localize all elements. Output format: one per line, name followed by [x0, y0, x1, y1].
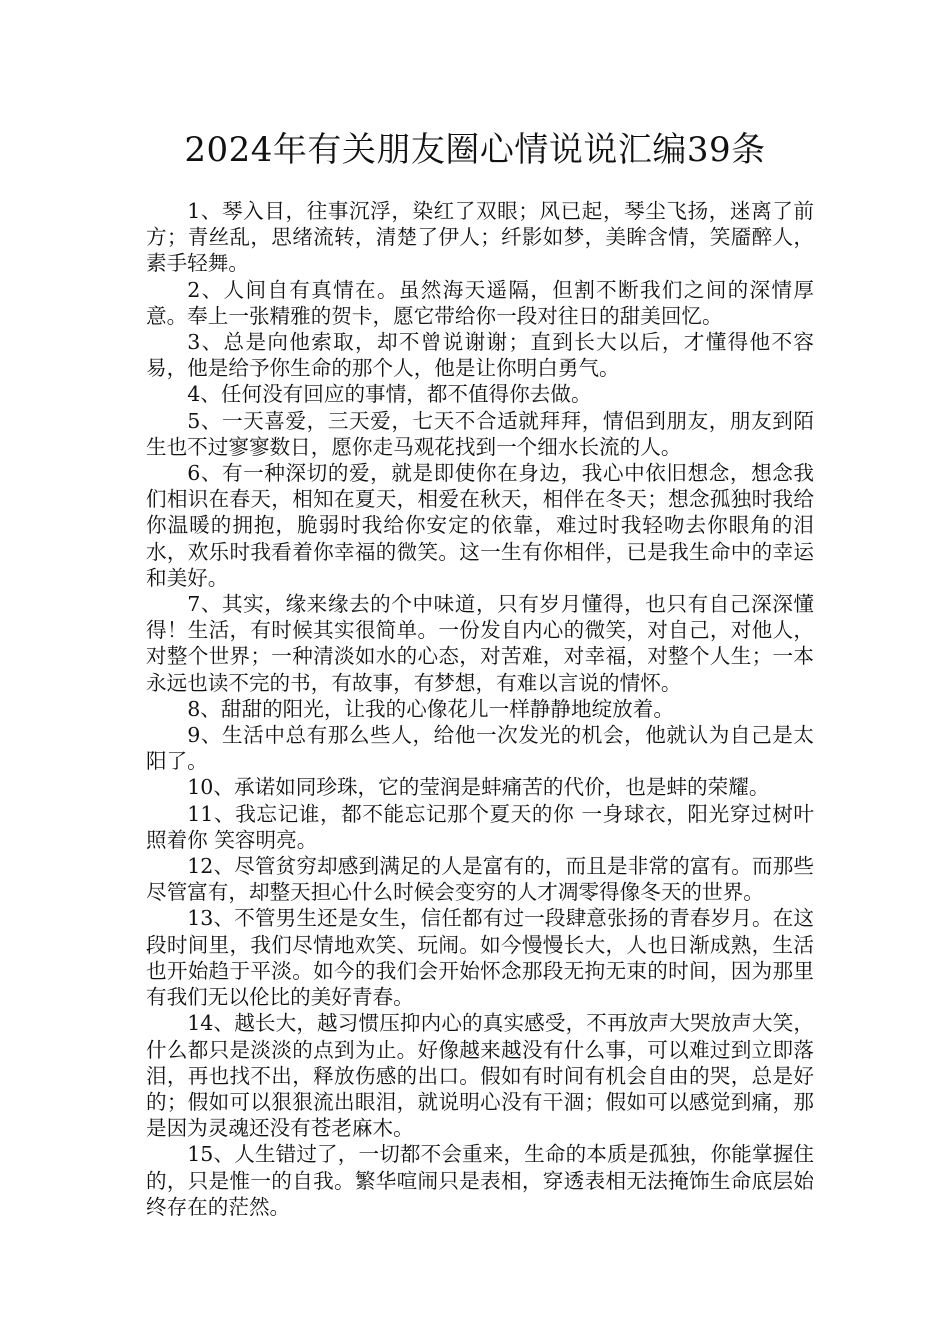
paragraph-2: 2、人间自有真情在。虽然海天遥隔，但割不断我们之间的深情厚意。奉上一张精雅的贺卡，愿它带给你一段对往日的甜美回忆。: [146, 277, 814, 328]
paragraph-12: 12、尽管贫穷却感到满足的人是富有的，而且是非常的富有。而那些尽管富有，却整天担心什么时候会变穷的人才凋零得像冬天的世界。: [146, 854, 814, 905]
paragraph-3: 3、总是向他索取，却不曾说谢谢；直到长大以后，才懂得他不容易，他是给予你生命的那个人，他是让你明白勇气。: [146, 330, 814, 381]
paragraph-7: 7、其实，缘来缘去的个中味道，只有岁月懂得，也只有自己深深懂得！生活，有时候其实很简单。一份发自内心的微笑，对自己，对他人，对整个世界；一种清淡如水的心态，对苦难，对幸福，对整个人生；一本永远也读不完的书，有故事，有梦想，有难以言说的情怀。: [146, 592, 814, 695]
paragraph-14: 14、越长大，越习惯压抑内心的真实感受，不再放声大哭放声大笑，什么都只是淡淡的点到为止。好像越来越没有什么事，可以难过到立即落泪，再也找不出，释放伤感的出口。假如有时间有机会自由的哭，总是好的；假如可以狠狠流出眼泪，就说明心没有干涸；假如可以感觉到痛，那是因为灵魂还没有苍老麻木。: [146, 1011, 814, 1141]
document-title: 2024年有关朋友圈心情说说汇编39条: [184, 130, 766, 170]
paragraph-10: 10、承诺如同珍珠，它的莹润是蚌痛苦的代价，也是蚌的荣耀。: [187, 775, 770, 800]
paragraph-9: 9、生活中总有那么些人，给他一次发光的机会，他就认为自己是太阳了。: [146, 723, 814, 774]
paragraph-6: 6、有一种深切的爱，就是即使你在身边，我心中依旧想念，想念我们相识在春天，相知在夏天，相爱在秋天，相伴在冬天；想念孤独时我给你温暖的拥抱，脆弱时我给你安定的依靠，难过时我轻吻去你眼角的泪水，欢乐时我看着你幸福的微笑。这一生有你相伴，已是我生命中的幸运和美好。: [146, 461, 814, 590]
paragraph-5: 5、一天喜爱，三天爱，七天不合适就拜拜，情侣到朋友，朋友到陌生也不过寥寥数日，愿你走马观花找到一个细水长流的人。: [146, 408, 814, 459]
paragraph-8: 8、甜甜的阳光，让我的心像花儿一样静静地绽放着。: [187, 696, 674, 721]
paragraph-15: 15、人生错过了，一切都不会重来，生命的本质是孤独，你能掌握住的，只是惟一的自我。繁华喧闹只是表相，穿透表相无法掩饰生命底层始终存在的茫然。: [146, 1142, 814, 1219]
paragraph-1: 1、琴入目，往事沉浮，染红了双眼；风已起，琴尘飞扬，迷离了前方；青丝乱，思绪流转，清楚了伊人；纤影如梦，美眸含情，笑靥醉人，素手轻舞。: [146, 199, 814, 276]
paragraph-4: 4、任何没有回应的事情，都不值得你去做。: [187, 382, 592, 407]
paragraph-13: 13、不管男生还是女生，信任都有过一段肆意张扬的青春岁月。在这段时间里，我们尽情地欢笑、玩闹。如今慢慢长大，人也日渐成熟，生活也开始趋于平淡。如今的我们会开始怀念那段无拘无束的时间，因为那里有我们无以伦比的美好青春。: [146, 906, 814, 1010]
document-body: [146, 198, 814, 1220]
paragraph-11: 11、我忘记谁，都不能忘记那个夏天的你 一身球衣，阳光穿过树叶照着你 笑容明亮。: [146, 801, 814, 852]
